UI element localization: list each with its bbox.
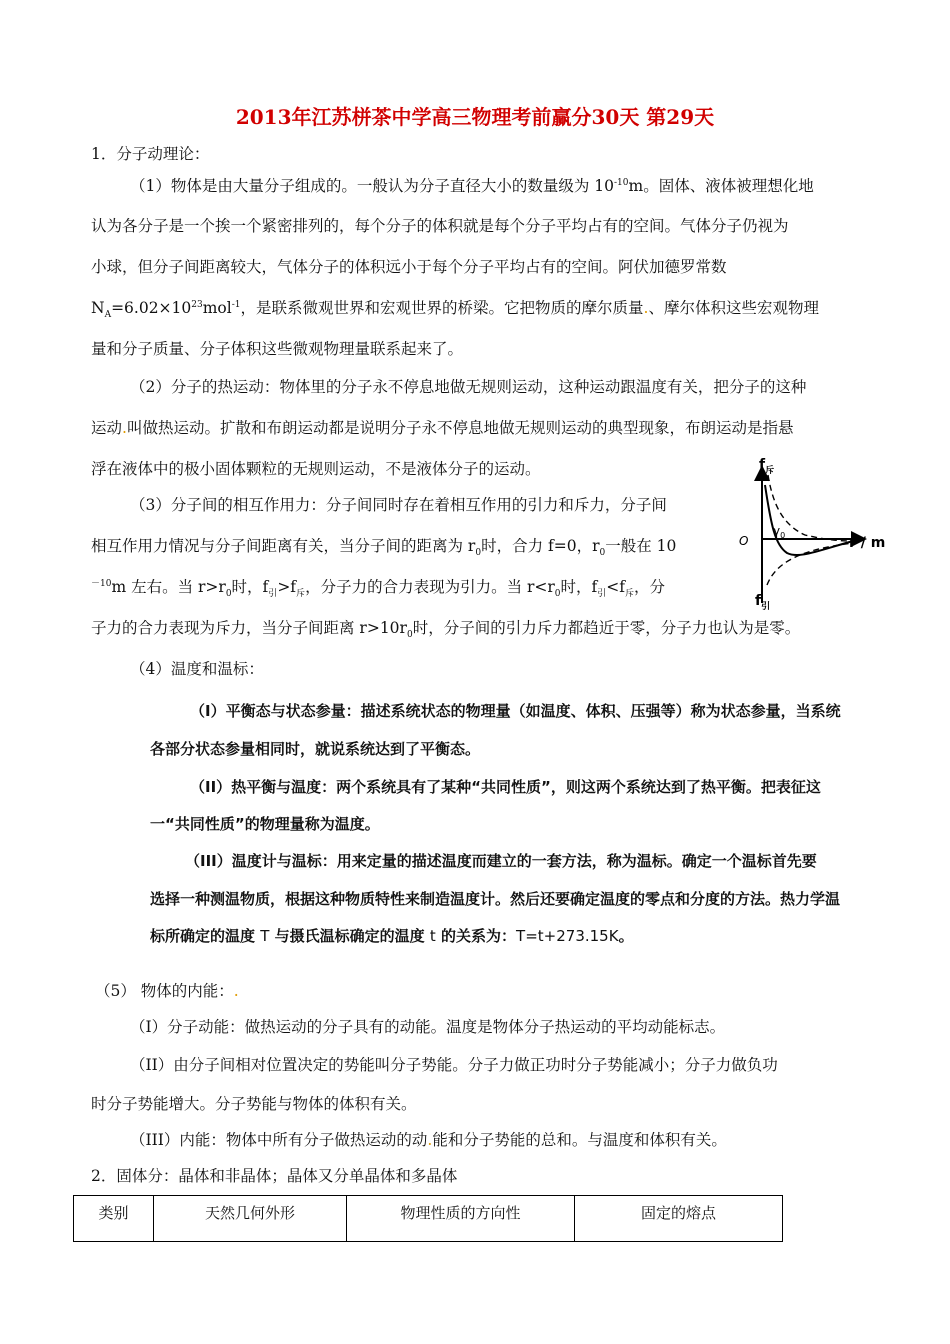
temp-iii-line-2: 选择一种测温物质，根据这种物质特性来制造温度计。然后还要确定温度的零点和分度的方法。热力学温 bbox=[150, 890, 841, 908]
temp-ii-line-1: （ⅠⅠ）热平衡与温度：两个系统具有了某种“共同性质”，则这两个系统达到了热平衡。把表征这 bbox=[190, 778, 821, 796]
axis-label: r / m bbox=[849, 535, 886, 551]
orange-dot: . bbox=[427, 1131, 433, 1149]
para-1-line-5: 量和分子质量、分子体积这些微观物理量联系起来了。 bbox=[91, 340, 464, 358]
para-1-line-2: 认为各分子是一个挨一个紧密排列的，每个分子的体积就是每个分子平均占有的空间。气体分子仍视为 bbox=[91, 217, 789, 235]
orange-dot: . bbox=[643, 299, 649, 317]
para-2-line-3: 浮在液体中的极小固体颗粒的无规则运动，不是液体分子的运动。 bbox=[91, 460, 541, 478]
para-2-line-2: 运动.叫做热运动。扩散和布朗运动都是说明分子永不停息地做无规则运动的典型现象，布朗运动是指悬 bbox=[91, 419, 794, 437]
para-2-line-1: （2）分子的热运动：物体里的分子永不停息地做无规则运动，这种运动跟温度有关，把分子的这种 bbox=[130, 378, 807, 396]
orange-dot: . bbox=[122, 419, 127, 437]
para-5-heading: （5） 物体的内能：. bbox=[95, 982, 239, 1000]
table-header-cell: 天然几何外形 bbox=[154, 1196, 347, 1242]
net-force-curve bbox=[765, 485, 853, 555]
origin-label: O bbox=[739, 534, 749, 548]
attractive-force-curve bbox=[767, 543, 853, 585]
section-1-heading: 1．分子动理论： bbox=[91, 145, 210, 163]
table-header-row bbox=[74, 1196, 783, 1242]
table-header-cell: 物理性质的方向性 bbox=[347, 1196, 575, 1242]
para-5-i: （Ⅰ）分子动能：做热运动的分子具有的动能。温度是物体分子热运动的平均动能标志。 bbox=[130, 1018, 726, 1036]
para-3-line-1: （3）分子间的相互作用力：分子间同时存在着相互作用的引力和斥力，分子间 bbox=[130, 496, 667, 514]
molecular-force-figure bbox=[735, 455, 895, 610]
f-repulse-label: $f_斥$ bbox=[759, 457, 775, 476]
table-header-cell: 固定的熔点 bbox=[575, 1196, 783, 1242]
para-3-line-2: 相互作用力情况与分子间距离有关，当分子间的距离为 $r_0$时，合力 f=0，$r_0$一般在 10 bbox=[91, 537, 677, 559]
para-1-line-4: $N_A=6.02\times 10^{23}mol^{-1}$，是联系微观世界和宏观世界的桥梁。它把物质的摩尔质量.、摩尔体积这些宏观物理 bbox=[91, 299, 819, 321]
r0-label: $\gamma_0$ bbox=[773, 524, 786, 540]
temp-iii-line-1: （ⅠⅠⅠ）温度计与温标：用来定量的描述温度而建立的一套方法，称为温标。确定一个温标首先要 bbox=[185, 852, 817, 870]
temp-i-line-1: （Ⅰ）平衡态与状态参量：描述系统状态的物理量（如温度、体积、压强等）称为状态参量，当系统 bbox=[190, 702, 841, 720]
section-2-heading: 2．固体分：晶体和非晶体；晶体又分单晶体和多晶体 bbox=[91, 1167, 458, 1185]
page-title: 2013年江苏栟茶中学高三物理考前赢分30天 第29天 bbox=[235, 105, 715, 129]
f-attract-label: $f_引$ bbox=[755, 593, 771, 610]
orange-dot: . bbox=[233, 982, 239, 1000]
para-4-heading: （4）温度和温标： bbox=[130, 660, 264, 678]
para-1-line-3: 小球，但分子间距离较大，气体分子的体积远小于每个分子平均占有的空间。阿伏加德罗常数 bbox=[91, 258, 727, 276]
temp-iii-line-3: 标所确定的温度 T 与摄氏温标确定的温度 t 的关系为：T=t+273.15K。 bbox=[150, 927, 634, 945]
para-3-line-3: $^{-10}$m 左右。当 $r>r_0$时，$f_引>f_斥$，分子力的合力表现为引力。当 $r<r_0$时，$f_引<f_斥$，分 bbox=[91, 578, 666, 600]
temp-i-line-2: 各部分状态参量相同时，就说系统达到了平衡态。 bbox=[150, 740, 481, 758]
temp-ii-line-2: 一“共同性质”的物理量称为温度。 bbox=[150, 815, 380, 833]
crystal-table bbox=[73, 1195, 783, 1242]
para-3-line-4: 子力的合力表现为斥力，当分子间距离 $r>10r_0$时，分子间的引力斥力都趋近于零，分子力也认为是零。 bbox=[91, 619, 801, 641]
para-5-iii: （ⅠⅠⅠ）内能：物体中所有分子做热运动的动.能和分子势能的总和。与温度和体积有关。 bbox=[130, 1131, 727, 1149]
para-5-ii-line-2: 时分子势能增大。分子势能与物体的体积有关。 bbox=[91, 1095, 417, 1113]
para-1-line-1: （1）物体是由大量分子组成的。一般认为分子直径大小的数量级为 $10^{-10}m$。固体、液体被理想化地 bbox=[130, 177, 814, 195]
table-header-cell: 类别 bbox=[74, 1196, 154, 1242]
para-5-ii-line-1: （ⅠⅠ）由分子间相对位置决定的势能叫分子势能。分子力做正功时分子势能减小；分子力做负功 bbox=[130, 1056, 778, 1074]
